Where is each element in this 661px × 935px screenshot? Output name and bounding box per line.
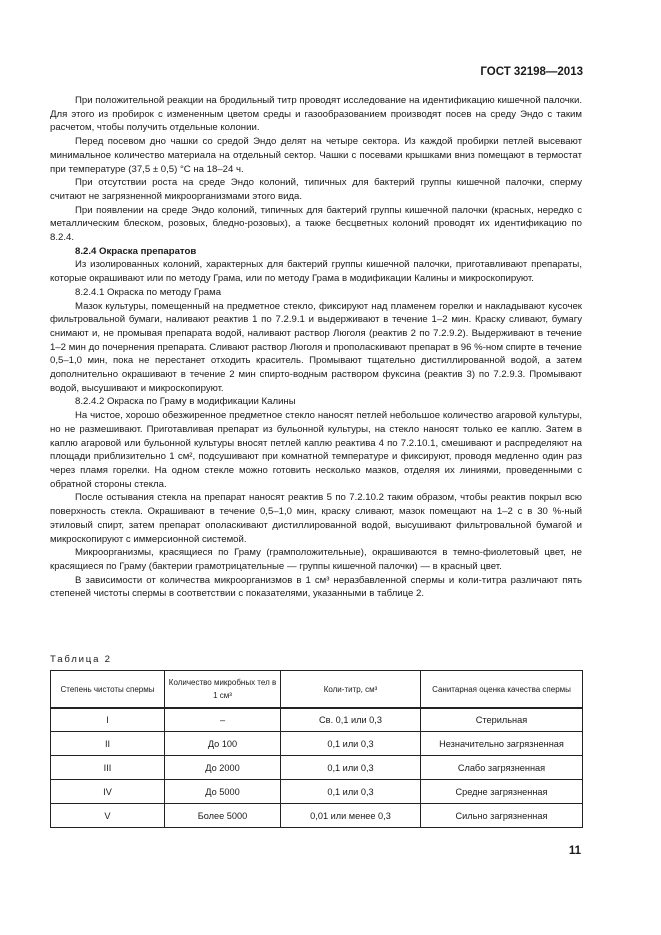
table-row	[51, 780, 583, 804]
table-cell: V	[51, 804, 165, 828]
table-cell: Более 5000	[165, 804, 281, 828]
paragraph: Перед посевом дно чашки со средой Эндо делят на четыре сектора. Из каждой пробирки петлей высевают минимальное количество материала на отдельный сектор. Чашки с посевами крышками вниз помещают в термостат при температуре (37,5 ± 0,5) °С на 18–24 ч.	[50, 136, 582, 175]
table-cell: До 5000	[165, 780, 281, 804]
section-heading: 8.2.4 Окраска препаратов	[75, 245, 197, 257]
paragraph: При появлении на среде Эндо колоний, типичных для бактерий группы кишечной палочки (красных, нередко с металлическим блеском, розовых, бледно-розовых), а также бесцветных колоний проводят их идентификацию по 8.2.4.	[50, 204, 582, 244]
table-row	[51, 756, 583, 780]
paragraph: В зависимости от количества микроорганизмов в 1 см³ неразбавленной спермы и коли-титра различают пять степеней чистоты спермы в соответствии с показателями, указанными в таблице 2.	[50, 574, 582, 600]
subsection-heading: 8.2.4.2 Окраска по Граму в модификации Калины	[75, 396, 296, 408]
table-row	[51, 804, 583, 828]
table-cell: Средне загрязненная	[421, 780, 583, 804]
header-cell: Степень чистоты спермы	[51, 671, 165, 709]
paragraph: Мазок культуры, помещенный на предметное стекло, фиксируют над пламенем горелки и накладывают кусочек фильтровальной бумаги, наливают реактив 1 по 7.2.9.1 и выдерживают в течение 1–2 мин. Краску сливают, бумагу снимают и, не промывая препарата водой, наливают раствор Люголя (реактив 2 по 7.2.9.2). Выдерживают в течение 1–2 мин до почернения препарата. Сливают раствор Люголя и прополаскивают препарат в 96 %-ном спирте в течение 0,5–1,0 мин, пока не перестанет отходить краситель. Промывают тщательно дистиллированной водой, а затем дополнительно окрашивают в течение 2 мин спирто-водным раствором фуксина (реактив 3) по 7.2.9.3. Промывают водой, высушивают и микроскопируют.	[50, 300, 582, 394]
table-cell: Незначительно загрязненная	[421, 732, 583, 756]
table-cell: –	[165, 708, 281, 732]
table-cell: IV	[51, 780, 165, 804]
table-cell: Стерильная	[421, 708, 583, 732]
paragraph: На чистое, хорошо обезжиренное предметное стекло наносят петлей небольшое количество агаровой культуры, но не размешивают. Приготавливая препарат из бульонной культуры, на стекло наносят только ее каплю. Затем в каплю агаровой или бульонной культуры вносят петлей каплю реактива 4 по 7.2.10.1, смешивают и распределяют на площади приблизительно 1 см², подсушивают при комнатной температуре и фиксируют, проводя медленно один раз через пламя горелки. На одном стекле можно готовить несколько мазков, отделяя их линиями, проведенными с обратной стороны стекла.	[50, 410, 582, 490]
table-cell: I	[51, 708, 165, 732]
table-cell: 0,1 или 0,3	[281, 756, 421, 780]
table-cell: Св. 0,1 или 0,3	[281, 708, 421, 732]
table-cell: До 100	[165, 732, 281, 756]
table-cell: 0,1 или 0,3	[281, 732, 421, 756]
table-cell: 0,01 или менее 0,3	[281, 804, 421, 828]
table-cell: Сильно загрязненная	[421, 804, 583, 828]
table-cell: II	[51, 732, 165, 756]
table-header-row	[51, 671, 583, 709]
document-header: ГОСТ 32198—2013	[480, 66, 583, 78]
body-text	[50, 94, 582, 601]
paragraph: Микроорганизмы, красящиеся по Граму (грамположительные), окрашиваются в темно-фиолетовый цвет, не красящиеся по Граму (бактерии грамотрицательные — группы кишечной палочки) — в красный цвет.	[50, 547, 582, 572]
header-cell: Количество микробных тел в 1 см³	[165, 671, 281, 709]
paragraph: После остывания стекла на препарат наносят реактив 5 по 7.2.10.2 таким образом, чтобы реактив покрыл всю поверхность стекла. Окрашивают в течение 0,5–1,0 мин, краску сливают, мазок помещают на 1–2 с в 30 %-ный этиловый спирт, затем препарат ополаскивают дистиллированной водой, высушивают фильтровальной бумагой и микроскопируют с иммерсионной системой.	[50, 492, 582, 545]
paragraph: Из изолированных колоний, характерных для бактерий группы кишечной палочки, приготавливают препараты, которые окрашивают или по методу Грама, или по методу Грама в модификации Калины и микроскопируют.	[50, 259, 582, 285]
table-row	[51, 732, 583, 756]
header-cell: Коли-титр, см³	[281, 671, 421, 709]
paragraph: При отсутствии роста на среде Эндо колоний, типичных для бактерий группы кишечной палочки, сперму считают не загрязненной микроорганизмами этого вида.	[50, 177, 582, 202]
subsection-heading: 8.2.4.1 Окраска по методу Грама	[75, 286, 222, 298]
header-cell: Санитарная оценка качества спермы	[421, 671, 583, 709]
table-cell: До 2000	[165, 756, 281, 780]
table-row	[51, 708, 583, 732]
table-cell: 0,1 или 0,3	[281, 780, 421, 804]
table-caption: Таблица 2	[50, 654, 112, 665]
purity-table	[50, 670, 583, 828]
page-number: 11	[568, 845, 581, 857]
paragraph: При положительной реакции на бродильный титр проводят исследование на идентификацию кишечной палочки. Для этого из пробирок с измененным цветом среды и газообразованием производят посев на среду Эндо с таким расчетом, чтобы получить отдельные колонии.	[50, 95, 582, 134]
table-cell: Слабо загрязненная	[421, 756, 583, 780]
table-cell: III	[51, 756, 165, 780]
